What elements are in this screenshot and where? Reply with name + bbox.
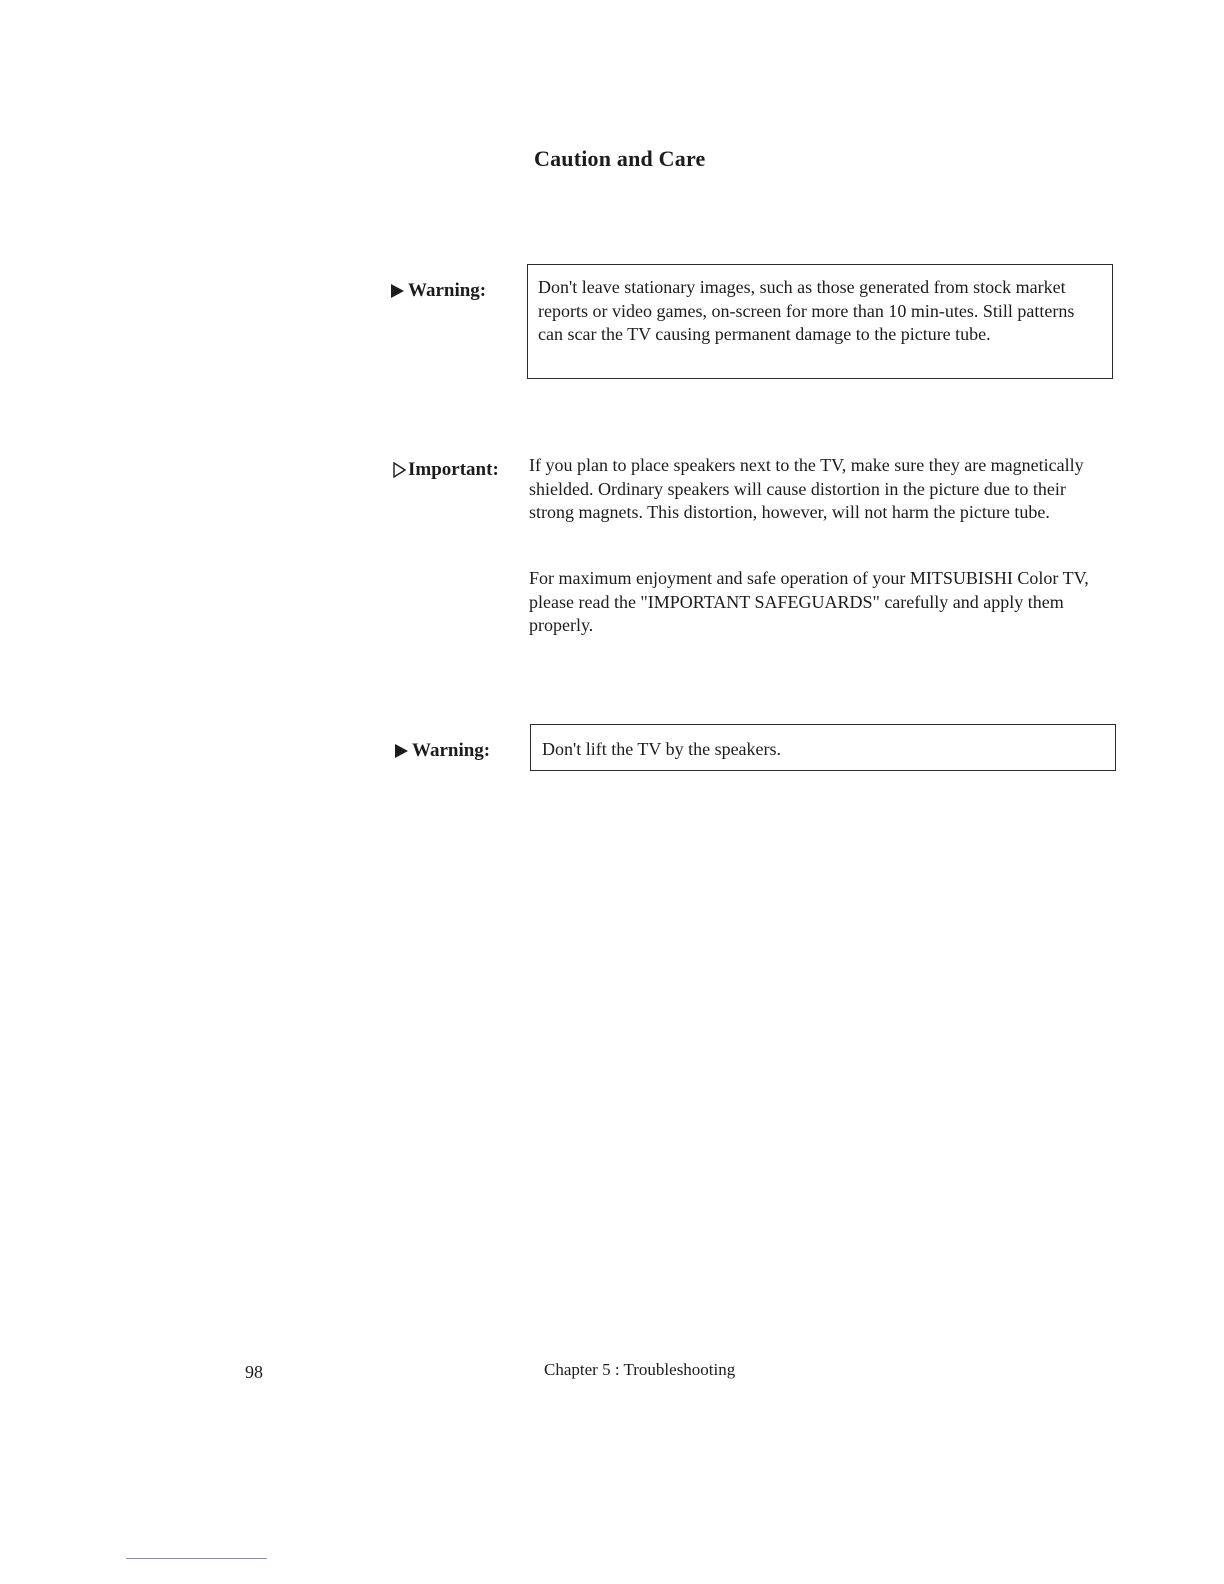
warning-label-2 (395, 740, 490, 762)
important-paragraph-1: If you plan to place speakers next to the TV, make sure they are magnetically shielded. Ordinary speakers will cause distortion in the picture due to their strong magnets. This distortion, however, will not harm the picture tube. (529, 455, 1084, 522)
page-title: Caution and Care (534, 146, 706, 171)
warning-box-1 (527, 264, 1113, 379)
outline-triangle-right-icon (393, 462, 406, 478)
warning-label-text: Warning: (412, 740, 491, 761)
page-number: 98 (245, 1362, 263, 1382)
important-paragraph-2: For maximum enjoyment and safe operation of your MITSUBISHI Color TV, please read the "IMPORTANT SAFEGUARDS" carefully and apply them properly. (529, 568, 1089, 635)
chapter-footer: Chapter 5 : Troubleshooting (544, 1360, 736, 1379)
filled-triangle-right-icon (391, 284, 404, 298)
warning-text-2: Don't lift the TV by the speakers. (542, 739, 782, 759)
filled-triangle-right-icon (395, 744, 408, 758)
warning-text-1: Don't leave stationary images, such as those generated from stock market reports or video games, on-screen for more than 10 min-utes. Still patterns can scar the TV causing permanent damage to the picture tube. (538, 277, 1075, 344)
warning-box-2 (530, 724, 1116, 771)
bottom-rule (126, 1558, 267, 1559)
warning-label-text: Warning: (408, 280, 487, 301)
warning-label-1 (391, 280, 486, 302)
important-label-text: Important: (408, 459, 499, 480)
important-label (393, 459, 499, 481)
